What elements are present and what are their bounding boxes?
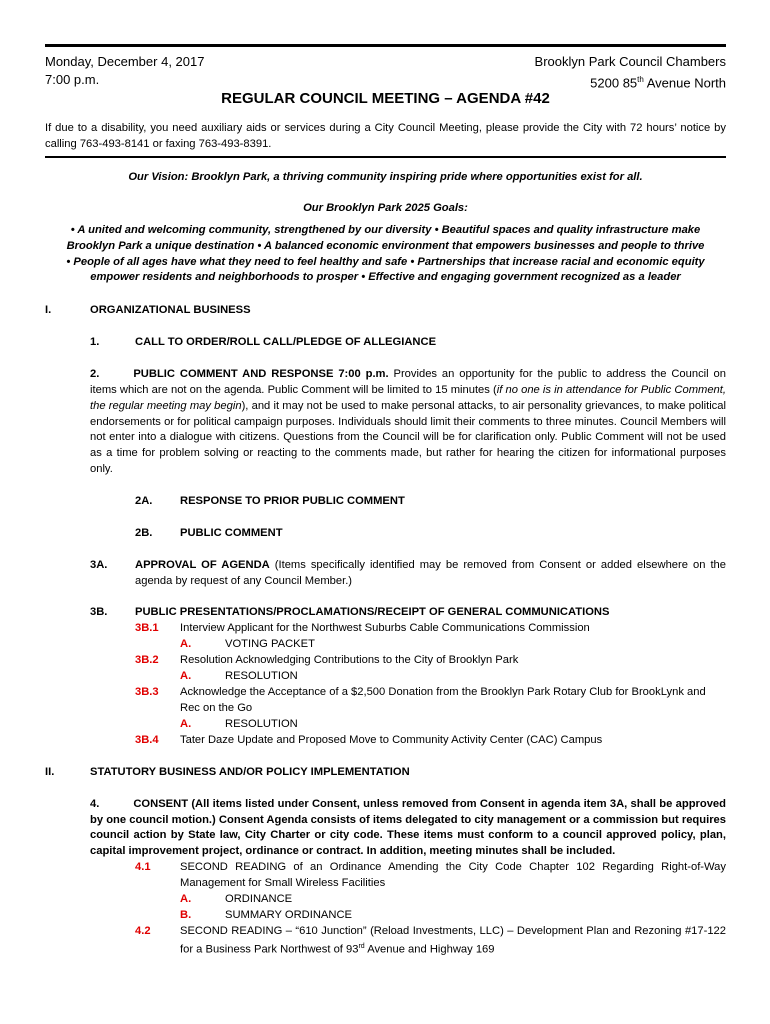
item-title: APPROVAL OF AGENDA — [135, 558, 270, 571]
mid-rule — [45, 156, 726, 158]
sub-item-3b2 — [135, 653, 726, 669]
sub-item-text — [180, 924, 726, 959]
sub-item-4-2 — [90, 924, 726, 959]
vision-statement: Our Vision: Brooklyn Park, a thriving community inspiring pride where opportunities exist for all. — [128, 171, 643, 184]
attachment-link[interactable]: B. — [180, 908, 192, 921]
sub-item-text: Interview Applicant for the Northwest Suburbs Cable Communications Commission — [180, 622, 590, 635]
item-3b — [45, 605, 726, 748]
sub-item-link[interactable]: 3B.4 — [135, 733, 159, 746]
item-number: 1. — [90, 336, 100, 349]
item-text: (Items specifically identified may be removed from Consent or added elsewhere on the agenda by request of any Council Member.) — [135, 558, 726, 587]
meeting-address — [535, 71, 726, 92]
sub-item-text-b: Avenue and Highway 169 — [364, 944, 495, 957]
attachment-link[interactable]: A. — [180, 892, 192, 905]
item-title: PUBLIC COMMENT — [180, 526, 283, 539]
attachment-row — [90, 892, 726, 908]
top-rule — [45, 44, 726, 47]
sub-item-text: Resolution Acknowledging Contributions to the City of Brooklyn Park — [180, 654, 519, 667]
item-title: CALL TO ORDER/ROLL CALL/PLEDGE OF ALLEGIANCE — [135, 336, 437, 349]
attachment-label: RESOLUTION — [225, 717, 298, 730]
sub-item-3b4 — [135, 733, 726, 749]
item-number: 4. — [90, 797, 100, 810]
item-2 — [45, 367, 726, 478]
meeting-time: 7:00 p.m. — [45, 72, 100, 87]
attachment-row — [135, 717, 726, 733]
item-title: RESPONSE TO PRIOR PUBLIC COMMENT — [180, 494, 405, 507]
accessibility-notice: If due to a disability, you need auxiliary aids or services during a City Council Meeting, please provide the City with 72 hours’ notice by calling 763-493-8141 or faxing 763-493-8391. — [45, 121, 726, 150]
item-number: 3B. — [90, 606, 108, 619]
section-title: ORGANIZATIONAL BUSINESS — [90, 304, 251, 317]
sub-item-3b3 — [135, 685, 726, 717]
item-number: 2. — [90, 368, 100, 381]
attachment-row — [135, 669, 726, 685]
consent-text — [90, 797, 726, 860]
sub-item-text-a: SECOND READING – “610 Junction” (Reload Investments, LLC) – Development Plan and Rezoning #17-122 for a Business Park Northwest of 93 — [180, 924, 726, 957]
section-ii — [45, 765, 726, 781]
item-text-b: ), and it may not be used to make personal attacks, to air personality grievances, to make political endorsements or for political campaign purposes. Individuals should limit their comments to three minutes. Council Members will not enter into a dialogue with citizens. Questions from the Council will be for clarification only. Public Comment will not be used as a time for problem solving or reacting to the comments made, but rather for hearing the citizen for informational purposes only. — [90, 399, 726, 475]
sub-item-link[interactable]: 3B.1 — [135, 622, 159, 635]
address-sup: th — [637, 75, 644, 84]
section-title: STATUTORY BUSINESS AND/OR POLICY IMPLEMENTATION — [90, 765, 410, 778]
item-1 — [45, 335, 726, 351]
item-number: 2B. — [135, 526, 153, 539]
sub-item-link[interactable]: 3B.3 — [135, 686, 159, 699]
attachment-label: RESOLUTION — [225, 670, 298, 683]
attachment-link[interactable]: A. — [180, 670, 192, 683]
header-left — [45, 53, 204, 89]
sub-item-link[interactable]: 3B.2 — [135, 654, 159, 667]
item-text-a: Provides an opportunity for the public to address the Council on items which are not on the agenda. Public Comment will be limited to 15 minutes ( — [90, 368, 726, 396]
item-number: 3A. — [90, 558, 108, 571]
attachment-label: SUMMARY ORDINANCE — [225, 908, 353, 921]
item-2b — [45, 526, 726, 542]
sub-item-4-1 — [90, 860, 726, 892]
sub-item-text: Acknowledge the Acceptance of a $2,500 Donation from the Brooklyn Park Rotary Club for BrookLynk and Rec on the Go — [180, 686, 706, 714]
attachment-link[interactable]: A. — [180, 638, 192, 651]
attachment-label: ORDINANCE — [225, 892, 293, 905]
sub-item-sup: rd — [358, 943, 365, 951]
item-2a — [45, 494, 726, 510]
page-title: REGULAR COUNCIL MEETING – AGENDA #42 — [221, 90, 550, 107]
item-text-italic: if no one is in attendance for Public Comment, the regular meeting may begin — [90, 383, 726, 412]
section-number: I. — [45, 304, 52, 317]
sub-item-text: SECOND READING of an Ordinance Amending the City Code Chapter 102 Regarding Right-of-Way Management for Small Wireless Facilities — [180, 860, 726, 889]
meeting-location: Brooklyn Park Council Chambers — [534, 54, 726, 69]
item-body — [135, 605, 726, 748]
item-title: PUBLIC COMMENT AND RESPONSE 7:00 p.m. — [133, 368, 389, 381]
item-title: PUBLIC PRESENTATIONS/PROCLAMATIONS/RECEIPT OF GENERAL COMMUNICATIONS — [135, 606, 610, 619]
goals-heading: Our Brooklyn Park 2025 Goals: — [303, 202, 468, 215]
attachment-row — [135, 637, 726, 653]
header-right — [535, 53, 726, 92]
goals-text: • A united and welcoming community, strengthened by our diversity • Beautiful spaces and quality infrastructure make Brooklyn Park a unique destination • A balanced economic environment that empowers businesses and people to thrive • People of all ages have what they need to feel healthy and safe • Partnerships that increase racial and economic equity empower residents and neighborhoods to prosper • Effective and engaging government recognized as a leader — [66, 223, 705, 284]
attachment-link[interactable]: A. — [180, 717, 192, 730]
sub-item-3b1 — [135, 621, 726, 637]
item-3a — [45, 558, 726, 590]
section-number: II. — [45, 765, 55, 778]
item-number: 2A. — [135, 494, 153, 507]
meeting-date: Monday, December 4, 2017 — [45, 54, 205, 69]
attachment-row — [90, 908, 726, 924]
attachment-label: VOTING PACKET — [225, 638, 315, 651]
item-4 — [45, 797, 726, 959]
sub-item-text: Tater Daze Update and Proposed Move to Community Activity Center (CAC) Campus — [180, 733, 603, 746]
section-i — [45, 303, 726, 319]
item-text: CONSENT (All items listed under Consent, unless removed from Consent in agenda item 3A, shall be approved by one council motion.) Consent Agenda consists of items delegated to city management or a commission but requires council action by State law, City Charter or city code. These items must conform to a council approved policy, plan, capital improvement project, ordinance or contract. In addition, meeting minutes shall be included. — [90, 797, 726, 858]
address-post: Avenue North — [643, 75, 726, 91]
agenda-page — [45, 44, 726, 959]
sub-item-link[interactable]: 4.2 — [135, 924, 151, 937]
item-body — [135, 558, 726, 590]
sub-item-link[interactable]: 4.1 — [135, 860, 151, 873]
header — [45, 53, 726, 89]
address-pre: 5200 85 — [590, 75, 638, 91]
